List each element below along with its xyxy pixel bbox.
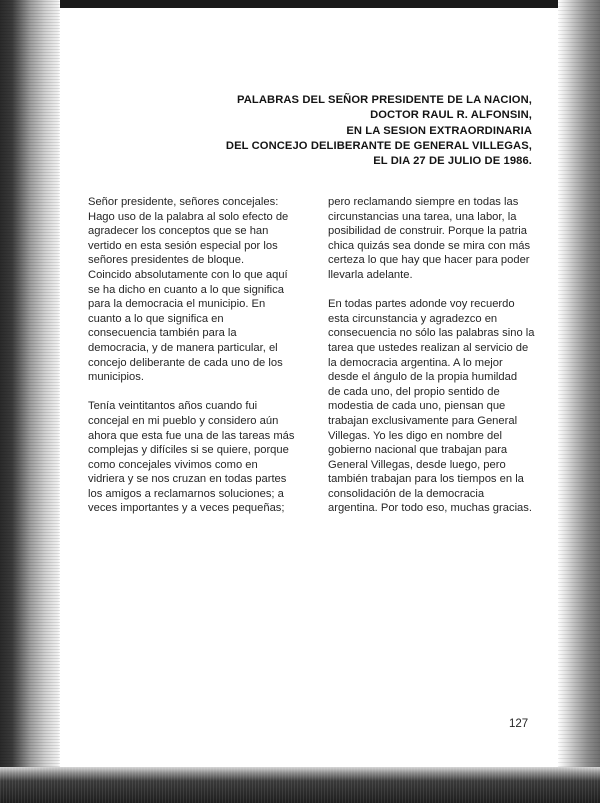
- text-line: ahora que esta fue una de las tareas más: [88, 429, 295, 442]
- heading-line: EL DIA 27 DE JULIO DE 1986.: [373, 155, 532, 168]
- text-line: Tenía veintitantos años cuando fui: [88, 400, 258, 413]
- text-line: consolidación de la democracia: [328, 487, 485, 500]
- text-line: En todas partes adonde voy recuerdo: [328, 298, 515, 311]
- text-line: los amigos a reclamarnos soluciones; a: [88, 487, 284, 500]
- text-line: desde el ángulo de la propia humildad: [328, 371, 518, 384]
- text-line: General Villegas, desde luego, pero: [328, 458, 506, 471]
- paragraph: [328, 195, 550, 283]
- text-line: llevarla adelante.: [328, 268, 413, 281]
- text-line: Coincido absolutamente con lo que aquí: [88, 268, 288, 281]
- text-line: veces importantes y a veces pequeñas;: [88, 502, 285, 515]
- text-line: también trabajan para los tiempos en la: [328, 473, 524, 486]
- text-line: democracia, y de manera particular, el: [88, 341, 278, 354]
- heading-line: EN LA SESION EXTRAORDINARIA: [346, 124, 532, 137]
- text-line: modestia de cada uno, piensan que: [328, 400, 506, 413]
- heading-line: DOCTOR RAUL R. ALFONSIN,: [370, 109, 532, 122]
- text-line: chica quizás sea donde se mira con más: [328, 239, 531, 252]
- paragraph: [88, 399, 306, 516]
- text-line: se ha dicho en cuanto a lo que significa: [88, 283, 284, 296]
- text-line: complejas y difíciles si se quiere, porque: [88, 444, 289, 457]
- paragraph: [328, 297, 550, 516]
- text-line: circunstancias una tarea, una labor, la: [328, 210, 517, 223]
- text-line: agradecer los conceptos que se han: [88, 225, 269, 238]
- text-line: Señor presidente, señores concejales:: [88, 196, 279, 208]
- text-line: señores presidentes de bloque.: [88, 254, 245, 267]
- paragraph: [88, 195, 306, 385]
- heading-line: DEL CONCEJO DELIBERANTE DE GENERAL VILLEGAS,: [225, 139, 532, 152]
- text-line: posibilidad de construir. Porque la patria: [328, 225, 528, 238]
- text-line: vidriera y se nos cruzan en todas partes: [88, 473, 287, 486]
- text-line: municipios.: [88, 371, 144, 384]
- text-line: concejo deliberante de cada uno de los: [88, 356, 283, 369]
- text-line: trabajan exclusivamente para General: [328, 414, 518, 427]
- text-line: Hago uso de la palabra al solo efecto de: [88, 210, 289, 223]
- text-line: pero reclamando siempre en todas las: [328, 196, 519, 208]
- left-text-column: [88, 195, 306, 531]
- scan-border-right: [558, 0, 600, 803]
- text-line: como concejales vivimos como en: [88, 458, 258, 471]
- text-line: consecuencia también para la: [88, 327, 237, 340]
- text-line: Villegas. Yo les digo en nombre del: [328, 429, 502, 442]
- text-line: vertido en esta sesión especial por los: [88, 239, 278, 252]
- scan-border-bottom: [0, 767, 600, 803]
- text-line: tarea que ustedes realizan al servicio de: [328, 341, 529, 354]
- text-line: concejal en mi pueblo y considero aún: [88, 414, 279, 427]
- speech-heading: [112, 93, 532, 169]
- scan-border-left: [0, 0, 60, 803]
- text-line: gobierno nacional que trabajan para: [328, 444, 508, 457]
- page-number: 127: [509, 718, 529, 730]
- text-line: argentina. Por todo eso, muchas gracias.: [328, 502, 532, 515]
- text-line: la democracia argentina. A lo mejor: [328, 356, 503, 369]
- text-line: para la democracia el municipio. En: [88, 298, 266, 311]
- text-line: cuanto a lo que significa en: [88, 312, 224, 325]
- text-line: de cada uno, del propio sentido de: [328, 385, 500, 398]
- scan-border-top: [0, 0, 600, 8]
- text-line: esta circunstancia y agradezco en: [328, 312, 498, 325]
- right-text-column: [328, 195, 550, 531]
- text-line: certeza lo que hay que hacer para poder: [328, 254, 530, 267]
- text-line: consecuencia no sólo las palabras sino la: [328, 327, 535, 340]
- heading-line: PALABRAS DEL SEÑOR PRESIDENTE DE LA NACION,: [237, 94, 532, 106]
